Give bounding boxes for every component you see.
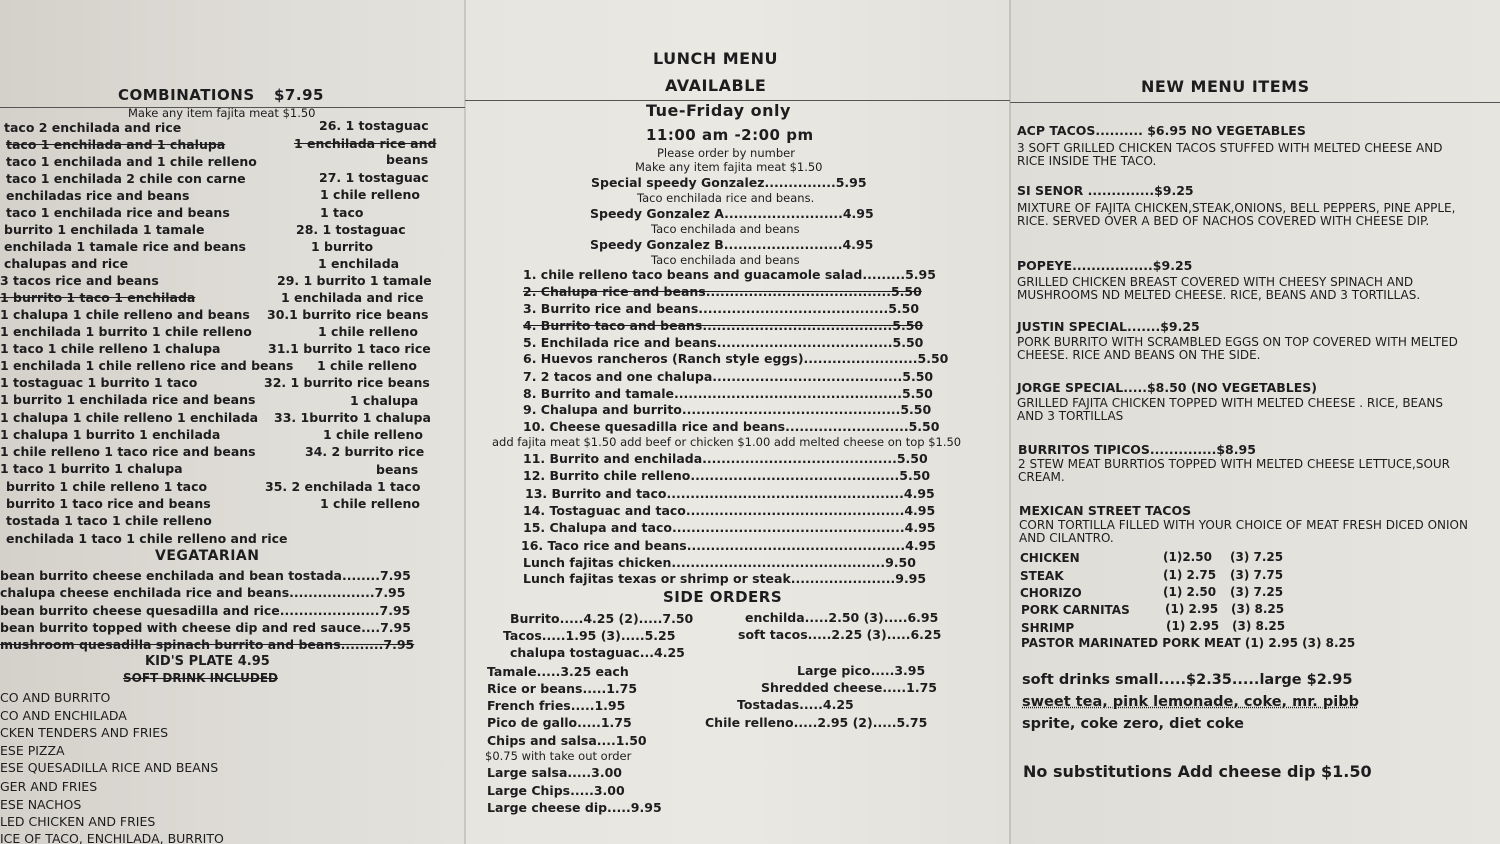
list-item: 16. Taco rice and beans..............................................4.95 xyxy=(521,538,936,553)
list-item: 1. chile relleno taco beans and guacamole salad.........5.95 xyxy=(523,267,936,282)
item-desc: PORK BURRITO WITH SCRAMBLED EGGS ON TOP COVERED WITH MELTED CHEESE. RICE AND BEANS ON THE SIDE. xyxy=(1017,335,1458,362)
lunch-days: Tue-Friday only xyxy=(646,101,791,120)
divider xyxy=(1010,102,1500,103)
list-item: 1 enchilada and rice xyxy=(281,290,424,305)
list-item: bean burrito topped with cheese dip and red sauce....7.95 xyxy=(0,620,411,635)
taco-meat: PORK CARNITAS xyxy=(1021,603,1130,617)
list-item: soft tacos.....2.25 (3).....6.25 xyxy=(738,627,942,642)
list-item: 1 chalupa 1 chile relleno and beans xyxy=(0,307,250,322)
list-item: 30.1 burrito rice beans xyxy=(267,307,429,322)
list-item: Chile relleno.....2.95 (2).....5.75 xyxy=(705,715,928,730)
list-item: 1 enchilada xyxy=(318,256,400,271)
list-item: 7. 2 tacos and one chalupa........................................5.50 xyxy=(523,369,934,384)
list-item: 3. Burrito rice and beans........................................5.50 xyxy=(523,301,920,316)
list-item: 32. 1 burrito rice beans xyxy=(264,375,430,390)
list-item: chalupa tostaguac...4.25 xyxy=(510,645,685,660)
list-item: ESE QUESADILLA RICE AND BEANS xyxy=(0,760,219,775)
order-note: Please order by number xyxy=(657,146,795,160)
taco-meat: CHORIZO xyxy=(1020,586,1082,600)
lunch-menu-panel xyxy=(465,0,1010,844)
drinks-list-1: sweet tea, pink lemonade, coke, mr. pibb xyxy=(1022,694,1359,710)
list-item: Tostadas.....4.25 xyxy=(737,697,854,712)
panel-fold xyxy=(1009,0,1011,844)
list-item: Shredded cheese.....1.75 xyxy=(761,680,937,695)
list-item: mushroom quesadilla spinach burrito and beans.........7.95 xyxy=(0,637,415,652)
list-item: chalupa cheese enchilada rice and beans..................7.95 xyxy=(0,585,406,600)
list-item: $0.75 with take out order xyxy=(485,749,632,763)
item-name: JUSTIN SPECIAL.......$9.25 xyxy=(1017,319,1200,334)
taco-price-three: (3) 8.25 xyxy=(1231,602,1285,616)
drinks-list-2: sprite, coke zero, diet coke xyxy=(1022,716,1244,732)
fajita-note: Make any item fajita meat $1.50 xyxy=(128,106,316,120)
list-item: burrito 1 taco rice and beans xyxy=(6,496,211,511)
item-desc: GRILLED FAJITA CHICKEN TOPPED WITH MELTED CHEESE . RICE, BEANS AND 3 TORTILLAS xyxy=(1017,396,1443,423)
list-item: 1 chile relleno xyxy=(317,358,417,373)
list-item: taco 1 enchilada rice and beans xyxy=(6,205,230,220)
list-item: 1 chalupa 1 chile relleno 1 enchilada xyxy=(0,410,259,425)
list-item: 34. 2 burrito rice xyxy=(305,444,425,459)
item-name: POPEYE.................$9.25 xyxy=(1017,258,1193,273)
list-item: Chips and salsa....1.50 xyxy=(487,733,647,748)
taco-meat: CHICKEN xyxy=(1020,551,1080,565)
list-item: CO AND ENCHILADA xyxy=(0,708,127,723)
list-item: 15. Chalupa and taco.................................................4.95 xyxy=(523,520,936,535)
special-desc: Taco enchilada and beans xyxy=(651,253,800,267)
lunch-title: LUNCH MENU xyxy=(653,49,778,68)
combinations-panel xyxy=(0,0,465,844)
list-item: beans xyxy=(386,152,429,167)
item-desc: 3 SOFT GRILLED CHICKEN TACOS STUFFED WITH MELTED CHEESE AND RICE INSIDE THE TACO. xyxy=(1017,141,1443,168)
list-item: 6. Huevos rancheros (Ranch style eggs)........................5.50 xyxy=(523,351,949,366)
list-item: 1 chile relleno xyxy=(318,324,418,339)
list-item: 11. Burrito and enchilada.........................................5.50 xyxy=(523,451,928,466)
list-item: Lunch fajitas texas or shrimp or steak......................9.95 xyxy=(523,571,927,586)
list-item: Burrito.....4.25 (2).....7.50 xyxy=(510,611,694,626)
list-item: 4. Burrito taco and beans........................................5.50 xyxy=(523,318,924,333)
special-desc: Taco enchilada and beans xyxy=(651,222,800,236)
list-item: enchilada 1 tamale rice and beans xyxy=(4,239,246,254)
panel-fold xyxy=(464,0,466,844)
new-menu-panel xyxy=(1010,0,1500,844)
fajita-note: Make any item fajita meat $1.50 xyxy=(635,160,823,174)
list-item: French fries.....1.95 xyxy=(487,698,626,713)
item-desc: 2 STEW MEAT BURRTIOS TOPPED WITH MELTED CHEESE LETTUCE,SOUR CREAM. xyxy=(1018,457,1451,484)
list-item: 1 chile relleno xyxy=(320,187,420,202)
list-item: CO AND BURRITO xyxy=(0,690,111,705)
list-item: 26. 1 tostaguac xyxy=(319,118,429,133)
list-item: chalupas and rice xyxy=(4,256,129,271)
list-item: 1 taco xyxy=(320,205,364,220)
item-name: BURRITOS TIPICOS..............$8.95 xyxy=(1018,442,1256,457)
list-item: 1 chile relleno xyxy=(323,427,423,442)
taco-price-one: (1) 2.75 xyxy=(1163,568,1217,582)
list-item: ESE PIZZA xyxy=(0,743,65,758)
lunch-available: AVAILABLE xyxy=(665,76,767,95)
list-item: 31.1 burrito 1 taco rice xyxy=(268,341,431,356)
taco-price-one: (1) 2.95 xyxy=(1166,619,1220,633)
list-item: 1 taco 1 burrito 1 chalupa xyxy=(0,461,183,476)
list-item: 9. Chalupa and burrito..............................................5.50 xyxy=(523,402,932,417)
list-item: Lunch fajitas chicken.............................................9.50 xyxy=(523,555,916,570)
list-item: enchilda.....2.50 (3).....6.95 xyxy=(745,610,939,625)
list-item: 1 enchilada 1 burrito 1 chile relleno xyxy=(0,324,252,339)
list-item: taco 1 enchilada and 1 chalupa xyxy=(6,137,226,152)
taco-price-one: (1) 2.50 xyxy=(1163,585,1217,599)
list-item: tostada 1 taco 1 chile relleno xyxy=(6,513,212,528)
list-item: 13. Burrito and taco..................................................4.95 xyxy=(525,486,935,501)
list-item: beans xyxy=(376,462,419,477)
list-item: GER AND FRIES xyxy=(0,779,98,794)
combinations-title: COMBINATIONS xyxy=(118,86,255,104)
list-item: 1 burrito 1 enchilada rice and beans xyxy=(0,392,256,407)
list-item: burrito 1 chile relleno 1 taco xyxy=(6,479,208,494)
list-item: 12. Burrito chile relleno............................................5.50 xyxy=(523,468,931,483)
side-orders-title: SIDE ORDERS xyxy=(663,588,783,606)
list-item: 1 taco 1 chile relleno 1 chalupa xyxy=(0,341,221,356)
special-name: Speedy Gonzalez B.........................4.95 xyxy=(590,237,874,252)
kids-title: KID'S PLATE 4.95 xyxy=(145,654,270,669)
item-name: SI SENOR ..............$9.25 xyxy=(1017,183,1194,198)
new-menu-title: NEW MENU ITEMS xyxy=(1141,77,1310,96)
taco-meat: STEAK xyxy=(1020,569,1064,583)
list-item: 1 chalupa 1 burrito 1 enchilada xyxy=(0,427,221,442)
list-item: 29. 1 burrito 1 tamale xyxy=(277,273,432,288)
list-item: bean burrito cheese enchilada and bean tostada........7.95 xyxy=(0,568,411,583)
combinations-price: $7.95 xyxy=(274,86,324,104)
item-desc: CORN TORTILLA FILLED WITH YOUR CHOICE OF MEAT FRESH DICED ONION AND CILANTRO. xyxy=(1019,518,1468,545)
list-item: Large cheese dip.....9.95 xyxy=(487,800,662,815)
list-item: 1 tostaguac 1 burrito 1 taco xyxy=(0,375,198,390)
special-desc: Taco enchilada rice and beans. xyxy=(637,191,815,205)
item-desc: GRILLED CHICKEN BREAST COVERED WITH CHEESY SPINACH AND MUSHROOMS ND MELTED CHEESE. RICE, BEANS AND 3 TORTILLAS. xyxy=(1017,275,1421,302)
list-item: 1 burrito 1 taco 1 enchilada xyxy=(0,290,196,305)
list-item: 10. Cheese quesadilla rice and beans..........................5.50 xyxy=(523,419,940,434)
list-item: ICE OF TACO, ENCHILADA, BURRITO xyxy=(0,831,224,844)
item-name: JORGE SPECIAL.....$8.50 (NO VEGETABLES) xyxy=(1017,380,1317,395)
list-item: bean burrito cheese quesadilla and rice.....................7.95 xyxy=(0,603,411,618)
item-desc: MIXTURE OF FAJITA CHICKEN,STEAK,ONIONS, BELL PEPPERS, PINE APPLE, RICE. SERVED OVER A BED OF NACHOS COVERED WITH CHEESE DIP. xyxy=(1017,201,1456,228)
taco-price-three: (3) 7.25 xyxy=(1230,585,1284,599)
list-item: taco 2 enchilada and rice xyxy=(4,120,182,135)
list-item: 5. Enchilada rice and beans.....................................5.50 xyxy=(523,335,924,350)
list-item: 1 chile relleno 1 taco rice and beans xyxy=(0,444,256,459)
lunch-hours: 11:00 am -2:00 pm xyxy=(646,126,814,144)
list-item: 1 enchilada 1 chile relleno rice and beans xyxy=(0,358,294,373)
list-item: 35. 2 enchilada 1 taco xyxy=(265,479,421,494)
list-item: 1 burrito xyxy=(311,239,374,254)
list-item: 3 tacos rice and beans xyxy=(0,273,159,288)
item-name: ACP TACOS.......... $6.95 NO VEGETABLES xyxy=(1017,123,1306,138)
addon-note: add fajita meat $1.50 add beef or chicken $1.00 add melted cheese on top $1.50 xyxy=(492,435,962,449)
list-item: taco 1 enchilada 2 chile con carne xyxy=(6,171,246,186)
list-item: 33. 1burrito 1 chalupa xyxy=(274,410,431,425)
pastor-price: PASTOR MARINATED PORK MEAT (1) 2.95 (3) 8.25 xyxy=(1021,636,1356,650)
no-substitutions-note: No substitutions Add cheese dip $1.50 xyxy=(1023,762,1372,781)
list-item: burrito 1 enchilada 1 tamale xyxy=(4,222,205,237)
list-item: 1 enchilada rice and xyxy=(294,136,437,151)
list-item: 1 chalupa xyxy=(350,393,419,408)
list-item: CKEN TENDERS AND FRIES xyxy=(0,725,169,740)
list-item: enchiladas rice and beans xyxy=(6,188,190,203)
drinks-prices: soft drinks small.....$2.35.....large $2.95 xyxy=(1022,672,1353,688)
list-item: 2. Chalupa rice and beans.......................................5.50 xyxy=(523,284,922,299)
taco-price-three: (3) 7.75 xyxy=(1230,568,1284,582)
list-item: 27. 1 tostaguac xyxy=(319,170,429,185)
item-name: MEXICAN STREET TACOS xyxy=(1019,503,1192,518)
vegetarian-title: VEGATARIAN xyxy=(155,548,260,564)
list-item: Tacos.....1.95 (3).....5.25 xyxy=(503,628,676,643)
taco-price-one: (1) 2.95 xyxy=(1165,602,1219,616)
list-item: 8. Burrito and tamale................................................5.50 xyxy=(523,386,933,401)
list-item: 1 chile relleno xyxy=(320,496,420,511)
list-item: LED CHICKEN AND FRIES xyxy=(0,814,156,829)
taco-meat: SHRIMP xyxy=(1021,621,1075,635)
special-name: Special speedy Gonzalez...............5.95 xyxy=(591,175,867,190)
taco-price-three: (3) 8.25 xyxy=(1232,619,1286,633)
kids-note: SOFT DRINK INCLUDED xyxy=(123,671,278,685)
list-item: ESE NACHOS xyxy=(0,797,82,812)
list-item: Pico de gallo.....1.75 xyxy=(487,715,632,730)
list-item: Rice or beans.....1.75 xyxy=(487,681,638,696)
list-item: 28. 1 tostaguac xyxy=(296,222,406,237)
list-item: 14. Tostaguac and taco..............................................4.95 xyxy=(523,503,936,518)
list-item: taco 1 enchilada and 1 chile relleno xyxy=(6,154,257,169)
list-item: Large salsa.....3.00 xyxy=(487,765,622,780)
list-item: Large Chips.....3.00 xyxy=(487,783,625,798)
list-item: Tamale.....3.25 each xyxy=(487,664,629,679)
taco-price-one: (1)2.50 xyxy=(1163,550,1212,564)
taco-price-three: (3) 7.25 xyxy=(1230,550,1284,564)
list-item: Large pico.....3.95 xyxy=(797,663,926,678)
special-name: Speedy Gonzalez A.........................4.95 xyxy=(590,206,874,221)
list-item: enchilada 1 taco 1 chile relleno and rice xyxy=(6,531,288,546)
